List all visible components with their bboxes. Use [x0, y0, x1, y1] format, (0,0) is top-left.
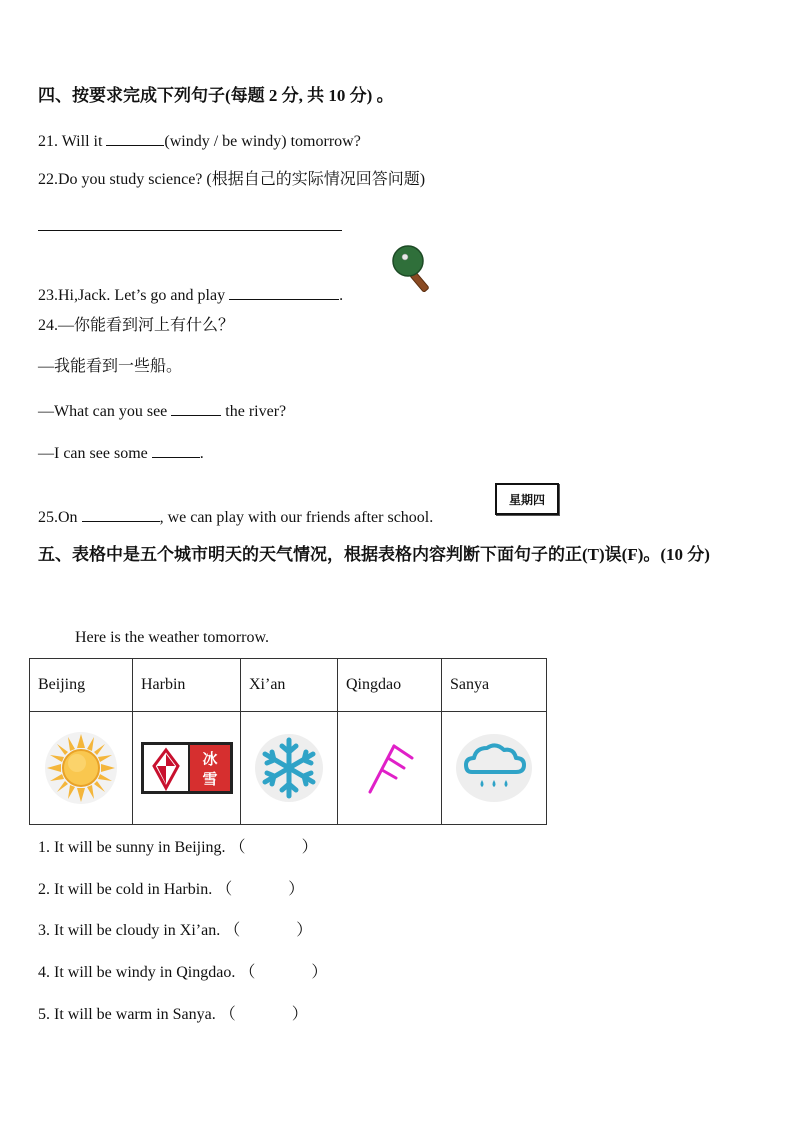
thursday-card-image: 星期四	[495, 483, 559, 515]
weather-intro: Here is the weather tomorrow.	[75, 629, 269, 646]
judge-item-4-paren-open: （	[239, 964, 256, 981]
ice-sign-char-1: 冰	[201, 750, 218, 768]
judge-item-1-paren-open: （	[229, 839, 246, 856]
harbin-weather-cell	[133, 712, 241, 825]
judge-item-4-text: 4. It will be windy in Qingdao.	[38, 964, 236, 981]
judge-item-5-text: 5. It will be warm in Sanya.	[38, 1006, 216, 1023]
weather-table	[29, 658, 547, 825]
judge-item-5-paren-close: ）	[291, 1006, 308, 1023]
q24-en1-pre: —What can you see	[38, 403, 172, 420]
sun-icon	[41, 728, 121, 808]
section-5-heading: 五、表格中是五个城市明天的天气情况，根据表格内容判断下面句子的正(T)误(F)。(10 分)	[38, 545, 710, 564]
q21-blank[interactable]	[106, 129, 164, 146]
city-harbin: Harbin	[133, 659, 241, 712]
q23-text-pre: 23.Hi,Jack. Let’s go and play	[38, 287, 230, 304]
beijing-weather-cell	[30, 712, 133, 825]
judge-item-1-paren-close: ）	[301, 839, 318, 856]
q24-en2-pre: —I can see some	[38, 445, 152, 462]
judge-item-2-paren-close: ）	[288, 881, 305, 898]
q24-chinese-answer: —我能看到一些船。	[38, 358, 183, 375]
judge-item-1	[38, 838, 318, 858]
judge-item-3	[38, 921, 312, 941]
q21-text-pre: 21. Will it	[38, 133, 107, 150]
question-23	[38, 283, 343, 306]
judge-item-5-paren-open: （	[219, 1006, 236, 1023]
qingdao-weather-cell	[338, 712, 442, 825]
q24-english-answer	[38, 441, 204, 464]
q25-text-post: , we can play with our friends after school.	[159, 509, 434, 526]
judge-item-3-paren-open: （	[224, 922, 241, 939]
judge-item-2-paren-open: （	[216, 881, 233, 898]
ice-sign-char-2: 雪	[201, 770, 218, 788]
city-xian: Xi’an	[241, 659, 338, 712]
judge-item-5	[38, 1005, 308, 1025]
question-22: 22.Do you study science? (根据自己的实际情况回答问题)	[38, 171, 426, 188]
city-qingdao: Qingdao	[338, 659, 442, 712]
ping-pong-paddle-icon	[388, 243, 440, 295]
judge-item-1-text: 1. It will be sunny in Beijing.	[38, 839, 226, 856]
judge-item-2	[38, 880, 304, 900]
section-4-heading: 四、按要求完成下列句子(每题 2 分, 共 10 分) 。	[38, 86, 394, 105]
q22-answer-line[interactable]	[38, 230, 342, 231]
rain-cloud-icon	[454, 732, 534, 804]
question-21	[38, 129, 361, 152]
judge-item-3-text: 3. It will be cloudy in Xi’an.	[38, 922, 221, 939]
q24-en1-post: the river?	[221, 403, 287, 420]
q21-text-post: (windy / be windy) tomorrow?	[164, 133, 361, 150]
snowflake-icon	[251, 730, 327, 806]
windy-flag-icon	[360, 738, 420, 798]
q24-blank-2[interactable]	[152, 441, 200, 458]
q25-text-pre: 25.On	[38, 509, 82, 526]
q25-blank[interactable]	[82, 505, 160, 522]
judge-item-4-paren-close: ）	[311, 964, 328, 981]
city-beijing: Beijing	[30, 659, 133, 712]
judge-item-4	[38, 963, 327, 983]
xian-weather-cell	[241, 712, 338, 825]
question-25	[38, 505, 433, 528]
city-sanya: Sanya	[442, 659, 547, 712]
ice-snow-sign-icon	[140, 740, 234, 796]
sanya-weather-cell	[442, 712, 547, 825]
q23-text-post: .	[339, 287, 344, 304]
q24-blank-1[interactable]	[171, 399, 221, 416]
judge-item-3-paren-close: ）	[296, 922, 313, 939]
q24-chinese-question: 24.—你能看到河上有什么？	[38, 317, 235, 334]
q24-en2-post: .	[199, 445, 204, 462]
q24-english-question	[38, 399, 286, 422]
q23-blank[interactable]	[229, 283, 339, 300]
judge-item-2-text: 2. It will be cold in Harbin.	[38, 881, 213, 898]
